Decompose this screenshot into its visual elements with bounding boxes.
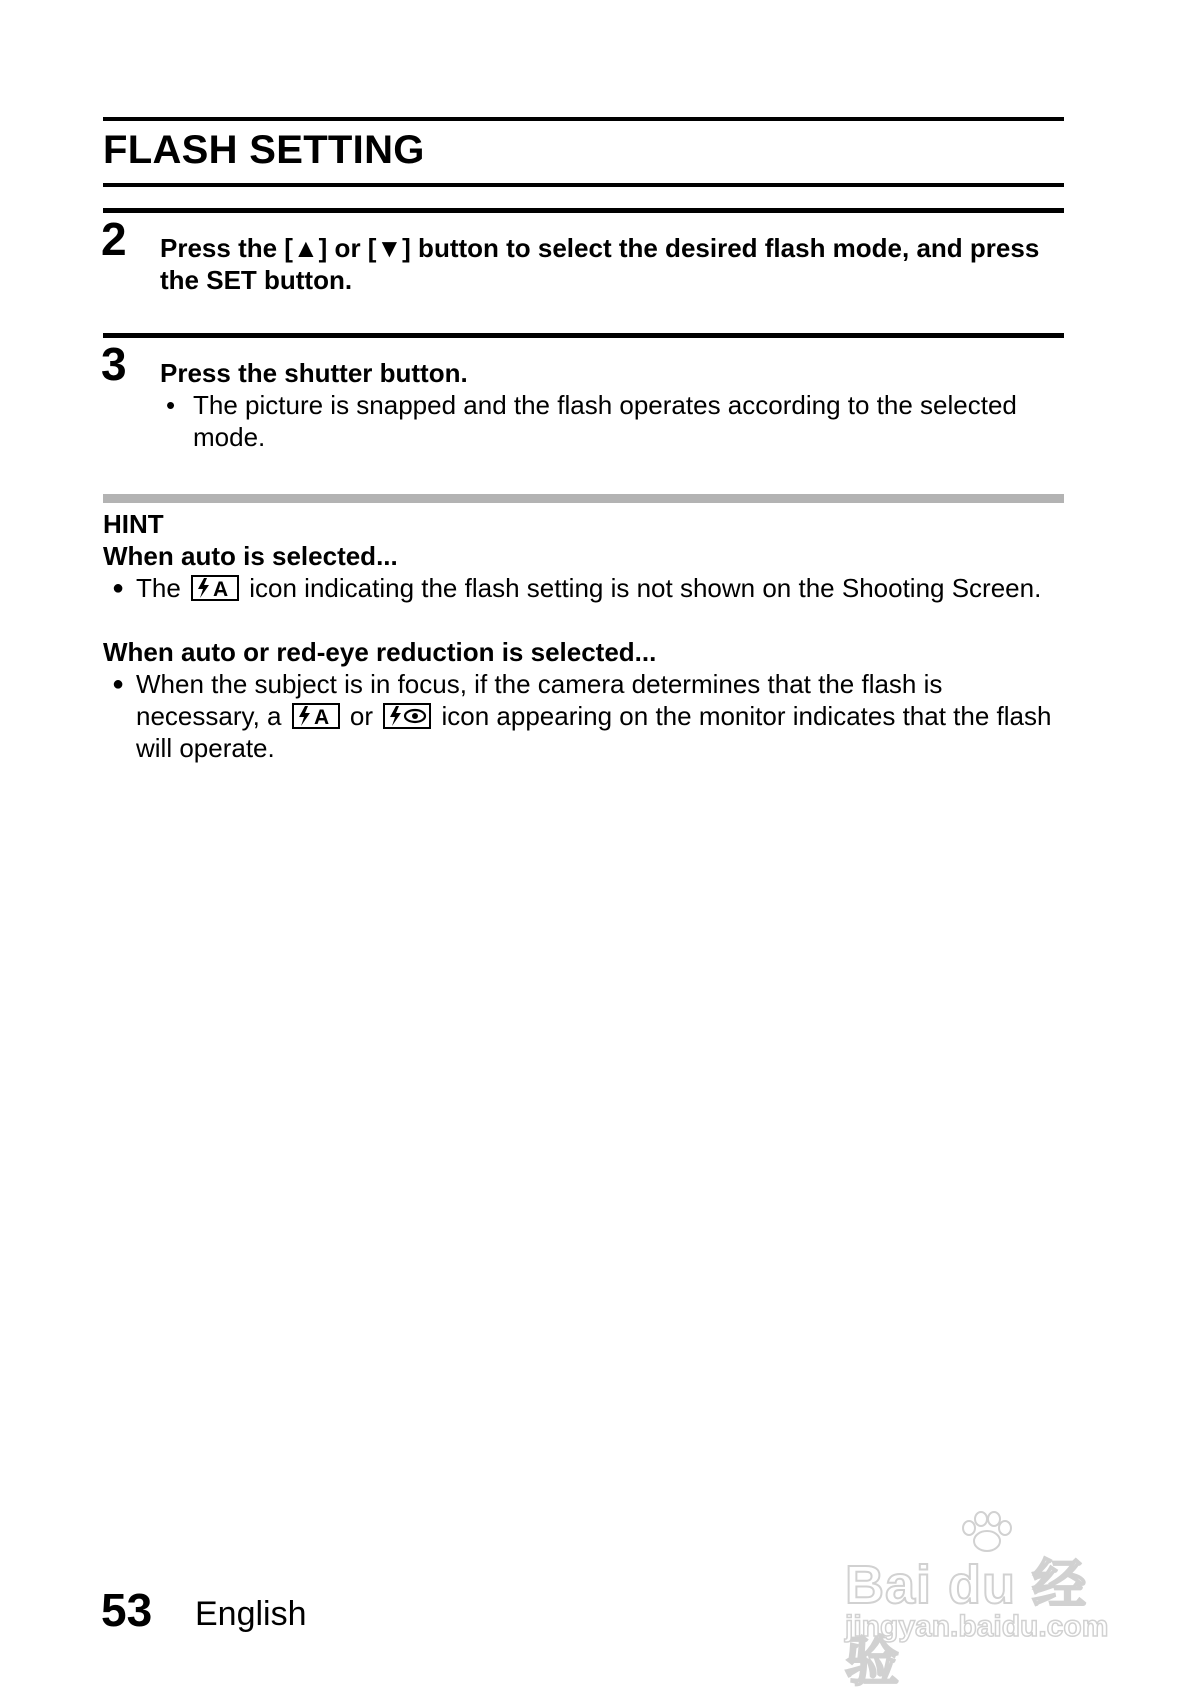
hint-rule [103,494,1064,503]
step-3-rule [103,333,1064,338]
bullet-dot: ● [112,673,125,695]
bullet-dot: ● [112,577,125,599]
step-2-number: 2 [101,213,127,265]
hint-red-eye-text-part: icon appearing on the monitor indicates that the flash will operate. [136,701,1052,763]
baidu-watermark [845,1510,1125,1692]
page-language: English [195,1595,307,1633]
title-top-rule [103,117,1064,121]
watermark-url: jingyan.baidu.com [845,1610,1109,1643]
hint-auto-text-part: The [136,573,189,603]
title-bottom-rule [103,183,1064,187]
hint-title: HINT [103,509,164,539]
step-3-sub-text: The picture is snapped and the flash operates according to the selected mode. [193,390,1017,452]
step-3-number: 3 [101,338,127,390]
step-2-rule [103,208,1064,213]
hint-red-eye-text [136,668,1066,764]
hint-red-eye-text-part: or [342,701,381,731]
page-number: 53 [101,1584,153,1636]
watermark-logo-text: Bai du 经验 [845,1555,1088,1692]
flash-auto-icon [292,703,340,729]
svg-text:A: A [213,578,229,599]
hint-auto-text-part: icon indicating the flash setting is not shown on the Shooting Screen. [242,573,1042,603]
flash-auto-icon [191,575,239,601]
flash-red-eye-icon [383,703,431,729]
step-3-text: Press the shutter button. [160,358,468,388]
page-title: FLASH SETTING [103,128,425,172]
step-3-bullet: • [166,390,176,420]
hint-heading-auto: When auto is selected... [103,541,398,571]
hint-heading-red-eye: When auto or red-eye reduction is selected... [103,637,657,667]
hint-red-eye-text-part: When the subject is in focus, if the camera determines that the flash is necessary, a [136,669,943,731]
svg-text:A: A [313,706,329,727]
step-2-text: Press the [▲] or [▼] button to select the desired flash mode, and press the SET button. [160,233,1040,295]
hint-auto-text [136,572,1066,604]
